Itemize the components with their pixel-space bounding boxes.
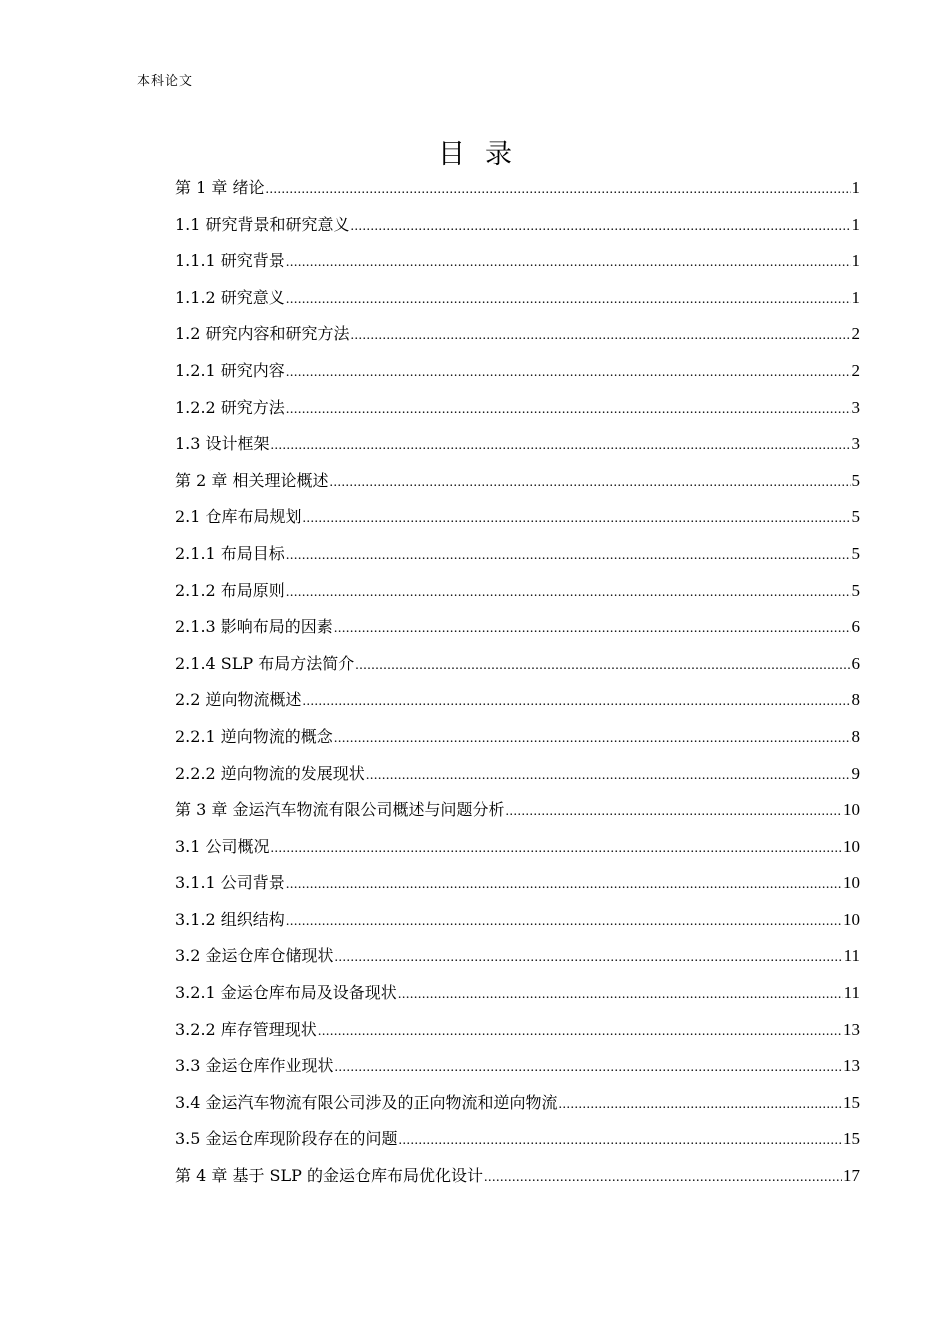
toc-entry[interactable] — [175, 756, 860, 793]
toc-page-number: 5 — [851, 543, 860, 563]
toc-dot-leader — [271, 428, 851, 464]
toc-entry-text: 3.2.2 库存管理现状 — [175, 1019, 317, 1039]
toc-entry-text: 1.1.2 研究意义 — [175, 287, 285, 307]
toc-page-number: 13 — [843, 1019, 860, 1039]
toc-entry[interactable] — [175, 1158, 860, 1195]
toc-page-number: 8 — [851, 726, 860, 746]
toc-page-number: 9 — [851, 763, 860, 783]
toc-entry[interactable] — [175, 207, 860, 244]
toc-entry-text: 第 1 章 绪论 — [175, 178, 265, 197]
toc-dot-leader — [329, 465, 850, 501]
toc-entry-text: 3.2 金运仓库仓储现状 — [175, 946, 334, 966]
toc-dot-leader — [318, 1014, 842, 1050]
toc-dot-leader — [286, 245, 851, 281]
toc-entry[interactable] — [175, 902, 860, 939]
toc-entry[interactable] — [175, 646, 860, 683]
toc-entry-text: 3.1.2 组织结构 — [175, 909, 285, 929]
toc-dot-leader — [335, 1050, 842, 1086]
toc-page-number: 10 — [843, 836, 860, 856]
toc-entry-text: 2.1 仓库布局规划 — [175, 507, 302, 527]
toc-dot-leader — [505, 794, 842, 830]
toc-dot-leader — [334, 611, 851, 647]
toc-dot-leader — [286, 538, 851, 574]
toc-page-number: 1 — [851, 214, 860, 234]
toc-entry-text: 1.3 设计框架 — [175, 434, 270, 454]
toc-entry-text: 1.1 研究背景和研究意义 — [175, 214, 350, 234]
toc-dot-leader — [303, 684, 851, 720]
toc-entry[interactable] — [175, 975, 860, 1012]
toc-page-number: 3 — [851, 397, 860, 417]
page-header: 本科论文 — [137, 74, 194, 89]
toc-dot-leader — [271, 831, 842, 867]
toc-dot-leader — [334, 721, 851, 757]
toc-entry-text: 1.1.1 研究背景 — [175, 251, 285, 271]
toc-dot-leader — [366, 758, 851, 794]
toc-dot-leader — [399, 1123, 842, 1159]
toc-entry-text: 2.2.2 逆向物流的发展现状 — [175, 763, 365, 783]
toc-page-number: 2 — [851, 360, 860, 380]
toc-dot-leader — [286, 282, 851, 318]
toc-entry[interactable] — [175, 829, 860, 866]
toc-page-number: 5 — [851, 507, 860, 527]
toc-page-number: 10 — [843, 909, 860, 929]
toc-entry-text: 3.4 金运汽车物流有限公司涉及的正向物流和逆向物流 — [175, 1092, 558, 1112]
toc-entry[interactable] — [175, 316, 860, 353]
toc-entry[interactable] — [175, 573, 860, 610]
toc-page-number: 2 — [851, 324, 860, 344]
toc-entry-text: 2.1.4 SLP 布局方法简介 — [175, 653, 355, 673]
toc-entry-text: 1.2 研究内容和研究方法 — [175, 324, 350, 344]
toc-page-number: 1 — [851, 287, 860, 307]
toc-entry-text: 3.1.1 公司背景 — [175, 873, 285, 893]
toc-entry-text: 2.2 逆向物流概述 — [175, 690, 302, 710]
toc-dot-leader — [286, 904, 842, 940]
toc-dot-leader — [286, 575, 851, 611]
toc-entry-text: 3.5 金运仓库现阶段存在的问题 — [175, 1129, 398, 1149]
toc-entry-text: 2.1.3 影响布局的因素 — [175, 617, 333, 637]
toc-entry[interactable] — [175, 1085, 860, 1122]
toc-entry[interactable] — [175, 499, 860, 536]
toc-dot-leader — [559, 1087, 842, 1123]
toc-page-number: 11 — [843, 983, 860, 1003]
toc-page-number: 5 — [851, 580, 860, 600]
toc-entry-text: 第 2 章 相关理论概述 — [175, 470, 329, 490]
toc-page-number: 6 — [851, 617, 860, 637]
toc-dot-leader — [265, 172, 850, 208]
toc-entry-text: 2.1.1 布局目标 — [175, 543, 285, 563]
toc-entry[interactable] — [175, 865, 860, 902]
toc-dot-leader — [398, 977, 843, 1013]
toc-entry[interactable] — [175, 682, 860, 719]
toc-page-number: 15 — [843, 1129, 860, 1149]
toc-title: 目录 — [438, 139, 532, 170]
toc-page-number: 1 — [851, 178, 860, 197]
toc-entry-text: 3.1 公司概况 — [175, 836, 270, 856]
toc-dot-leader — [484, 1160, 842, 1196]
toc-entry-text: 2.1.2 布局原则 — [175, 580, 285, 600]
toc-page-number: 10 — [843, 800, 860, 820]
toc-dot-leader — [351, 209, 851, 245]
toc-entry-text: 3.2.1 金运仓库布局及设备现状 — [175, 983, 397, 1003]
toc-entry-text: 2.2.1 逆向物流的概念 — [175, 726, 333, 746]
toc-entry[interactable] — [175, 536, 860, 573]
toc-entry[interactable] — [175, 353, 860, 390]
toc-dot-leader — [286, 355, 851, 391]
toc-dot-leader — [286, 867, 842, 903]
toc-dot-leader — [286, 392, 851, 428]
toc-page-number: 17 — [843, 1166, 860, 1186]
toc-entry[interactable] — [175, 719, 860, 756]
toc-page-number: 8 — [851, 690, 860, 710]
toc-dot-leader — [335, 940, 843, 976]
toc-entry-text: 第 4 章 基于 SLP 的金运仓库布局优化设计 — [175, 1166, 483, 1186]
toc-page-number: 3 — [851, 434, 860, 454]
toc-entry[interactable] — [175, 280, 860, 317]
toc-dot-leader — [355, 648, 850, 684]
toc-entry[interactable] — [175, 1012, 860, 1049]
toc-entry-text: 1.2.1 研究内容 — [175, 360, 285, 380]
toc-page-number: 11 — [843, 946, 860, 966]
toc-page-number: 1 — [851, 251, 860, 271]
toc-entry[interactable] — [175, 463, 860, 500]
toc-page-number: 5 — [851, 470, 860, 490]
toc-entry-text: 3.3 金运仓库作业现状 — [175, 1056, 334, 1076]
toc-entry[interactable] — [175, 609, 860, 646]
toc-entry[interactable] — [175, 1048, 860, 1085]
toc-entry[interactable] — [175, 243, 860, 280]
toc-entry[interactable] — [175, 170, 860, 207]
toc-entry[interactable] — [175, 792, 860, 829]
toc-dot-leader — [351, 318, 851, 354]
toc-page-number: 10 — [843, 873, 860, 893]
toc-entry[interactable] — [175, 426, 860, 463]
toc-entry-text: 第 3 章 金运汽车物流有限公司概述与问题分析 — [175, 800, 505, 820]
toc-entry[interactable] — [175, 1121, 860, 1158]
toc-entry[interactable] — [175, 390, 860, 427]
toc-dot-leader — [303, 501, 851, 537]
toc-entry[interactable] — [175, 938, 860, 975]
toc-page-number: 6 — [851, 653, 860, 673]
table-of-contents — [175, 170, 860, 1195]
toc-page-number: 13 — [843, 1056, 860, 1076]
toc-page-number: 15 — [843, 1092, 860, 1112]
toc-entry-text: 1.2.2 研究方法 — [175, 397, 285, 417]
